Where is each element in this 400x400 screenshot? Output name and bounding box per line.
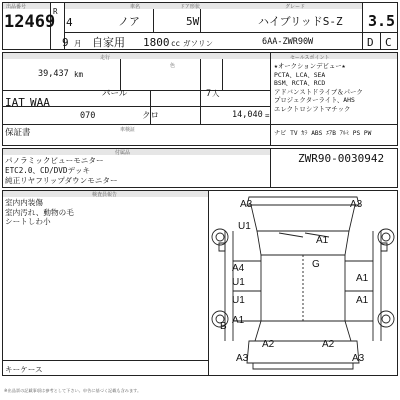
year-era: R — [53, 7, 58, 16]
air-conditioning: WAA — [30, 96, 50, 109]
damage-mark: A1 — [356, 273, 369, 284]
transmission: IAT — [5, 96, 25, 109]
lot-number: 12469 — [4, 12, 56, 32]
mileage-unit: km — [74, 70, 84, 79]
exterior-score: C — [385, 36, 392, 49]
sales-point: PCTA、LCA、SEA — [274, 70, 326, 79]
month: 9 — [62, 36, 69, 49]
extra-field-2: クロ — [142, 111, 160, 121]
extra-field-1: 070 — [80, 111, 96, 121]
damage-mark: U1 — [232, 277, 245, 288]
color-label: 色 — [170, 63, 176, 69]
key-note: キーケース — [5, 365, 43, 374]
equipment-row: ナビ TV ｶﾗ ABS ｴｱB ｱﾙﾐ PS PW — [274, 130, 372, 137]
damage-mark: A2 — [262, 339, 275, 350]
option-item: パノラミックビューモニター — [5, 156, 104, 165]
sales-point: エレクトロシフトマチック — [274, 104, 351, 113]
sales-point: プロジェクターライト、AHS — [274, 96, 355, 104]
footer-note: ※出品票の記載事項は参考として下さい。申告に基づく記載も含みます。 — [4, 388, 142, 393]
mileage-label: 走行 — [100, 55, 111, 61]
sales-point: ★オークションデビュー★ — [274, 62, 346, 70]
door-label: ドア形状 — [180, 4, 200, 10]
displacement-unit: cc — [171, 39, 181, 48]
year: 4 — [66, 16, 73, 29]
grade-label: グレード — [285, 4, 306, 10]
damage-mark: A1 — [232, 315, 245, 326]
sales-point: BSM、RCTA、RCD — [274, 79, 326, 87]
door-type: 5W — [186, 15, 200, 28]
damage-mark: B — [220, 321, 227, 332]
damage-mark: A4 — [232, 263, 245, 274]
option-item: ETC2.0、CD/DVDデッキ — [5, 166, 91, 175]
damage-mark: A3 — [240, 199, 253, 210]
mileage: 39,437 — [38, 69, 69, 79]
option-item: 純正リヤフリップダウンモニター — [5, 176, 118, 185]
damage-mark: A1 — [316, 235, 329, 246]
damage-mark: A3 — [350, 199, 363, 210]
fuel-type: ガソリン — [183, 39, 213, 48]
lot-label: 出品番号 — [6, 4, 27, 10]
inspector-note: 室内内装傷 — [5, 198, 43, 207]
grade: ハイブリッドS-Z — [258, 15, 343, 28]
sales-point: アドバンストドライブ＆パーク — [274, 87, 363, 96]
options-label: 付属品 — [115, 150, 131, 156]
usage: 自家用 — [92, 36, 125, 49]
car-name: ノア — [118, 15, 140, 28]
capacity-unit: = — [265, 111, 270, 120]
status-label: 車検証 — [120, 127, 136, 133]
inspector-notes — [5, 198, 74, 227]
damage-mark: G — [312, 259, 320, 270]
damage-mark: A2 — [322, 339, 335, 350]
maker-label: 車名 — [130, 4, 141, 10]
damage-mark: A1 — [356, 295, 369, 306]
interior-score: D — [367, 36, 374, 49]
warranty: 保証書 — [5, 128, 31, 138]
options-list — [5, 156, 118, 186]
damage-mark: A3 — [352, 353, 365, 364]
month-unit: 月 — [74, 39, 82, 48]
seats-unit: 人 — [212, 89, 220, 98]
model-code: 6AA-ZWR90W — [262, 37, 314, 47]
damage-mark: U1 — [232, 295, 245, 306]
overall-score: 3.5 — [368, 12, 396, 30]
body-color: パール — [102, 89, 128, 99]
capacity: 14,040 — [232, 110, 263, 120]
chassis-number: ZWR90-0030942 — [298, 152, 385, 165]
inspector-label: 検査員報告 — [92, 192, 118, 198]
inspector-note: シートしわ小 — [5, 217, 51, 226]
sales-points-label: セールスポイント — [290, 55, 330, 61]
sales-points-list — [274, 62, 363, 113]
seats: 7 — [206, 89, 212, 99]
inspector-note: 室内汚れ、動物の毛 — [5, 207, 74, 217]
damage-mark: A3 — [236, 353, 249, 364]
damage-mark: U1 — [238, 221, 251, 232]
displacement: 1800 — [143, 36, 170, 49]
